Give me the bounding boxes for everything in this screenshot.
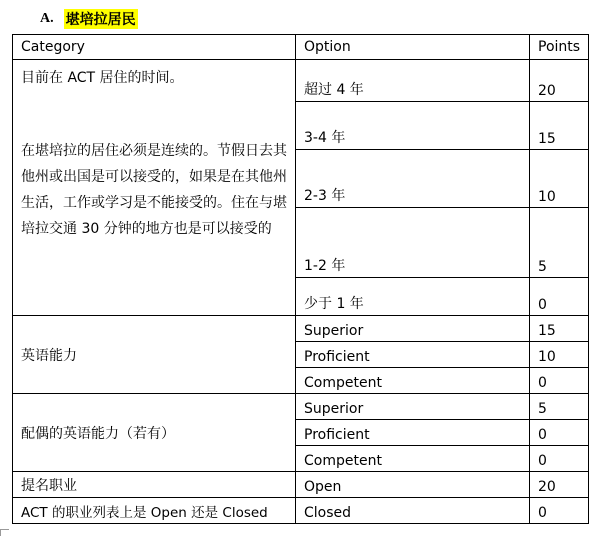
option-cell: Superior [296, 316, 530, 342]
table-row [13, 472, 589, 498]
option-cell: 超过 4 年 [296, 60, 530, 102]
points-cell: 0 [530, 278, 589, 316]
option-cell: 2-3 年 [296, 150, 530, 208]
points-cell: 20 [530, 472, 589, 498]
occupation-category-line2: ACT 的职业列表上是 Open 还是 Closed [13, 498, 296, 524]
points-cell: 5 [530, 394, 589, 420]
points-cell: 10 [530, 150, 589, 208]
option-cell: 1-2 年 [296, 208, 530, 278]
residency-category-cell [13, 60, 296, 316]
section-title: 堪培拉居民 [64, 9, 138, 29]
points-cell: 15 [530, 316, 589, 342]
points-cell: 0 [530, 446, 589, 472]
option-cell: Closed [296, 498, 530, 524]
points-cell: 10 [530, 342, 589, 368]
option-cell: Competent [296, 446, 530, 472]
residency-note: 在堪培拉的居住必须是连续的。节假日去其他州或出国是可以接受的，如果是在其他州生活，工作或学习是不能接受的。住在与堪培拉交通 30 分钟的地方也是可以接受的 [21, 143, 287, 237]
option-cell: 少于 1 年 [296, 278, 530, 316]
header-points: Points [530, 35, 589, 60]
header-option: Option [296, 35, 530, 60]
option-cell: Proficient [296, 420, 530, 446]
section-letter: A. [40, 11, 54, 26]
english-category: 英语能力 [13, 316, 296, 394]
points-cell: 20 [530, 60, 589, 102]
points-cell: 0 [530, 420, 589, 446]
points-cell: 0 [530, 498, 589, 524]
points-cell: 15 [530, 102, 589, 150]
header-row [13, 35, 589, 60]
partner-english-category: 配偶的英语能力（若有） [13, 394, 296, 472]
occupation-category-line1: 提名职业 [13, 472, 296, 498]
option-cell: Competent [296, 368, 530, 394]
header-category: Category [13, 35, 296, 60]
option-cell: Open [296, 472, 530, 498]
table-row [13, 498, 589, 524]
section-heading [40, 9, 138, 29]
points-table [12, 34, 589, 524]
table-row [13, 60, 589, 102]
points-cell: 5 [530, 208, 589, 278]
points-cell: 0 [530, 368, 589, 394]
option-cell: Proficient [296, 342, 530, 368]
table-row [13, 316, 589, 342]
option-cell: 3-4 年 [296, 102, 530, 150]
table-row [13, 394, 589, 420]
option-cell: Superior [296, 394, 530, 420]
residency-question: 目前在 ACT 居住的时间。 [21, 70, 184, 86]
